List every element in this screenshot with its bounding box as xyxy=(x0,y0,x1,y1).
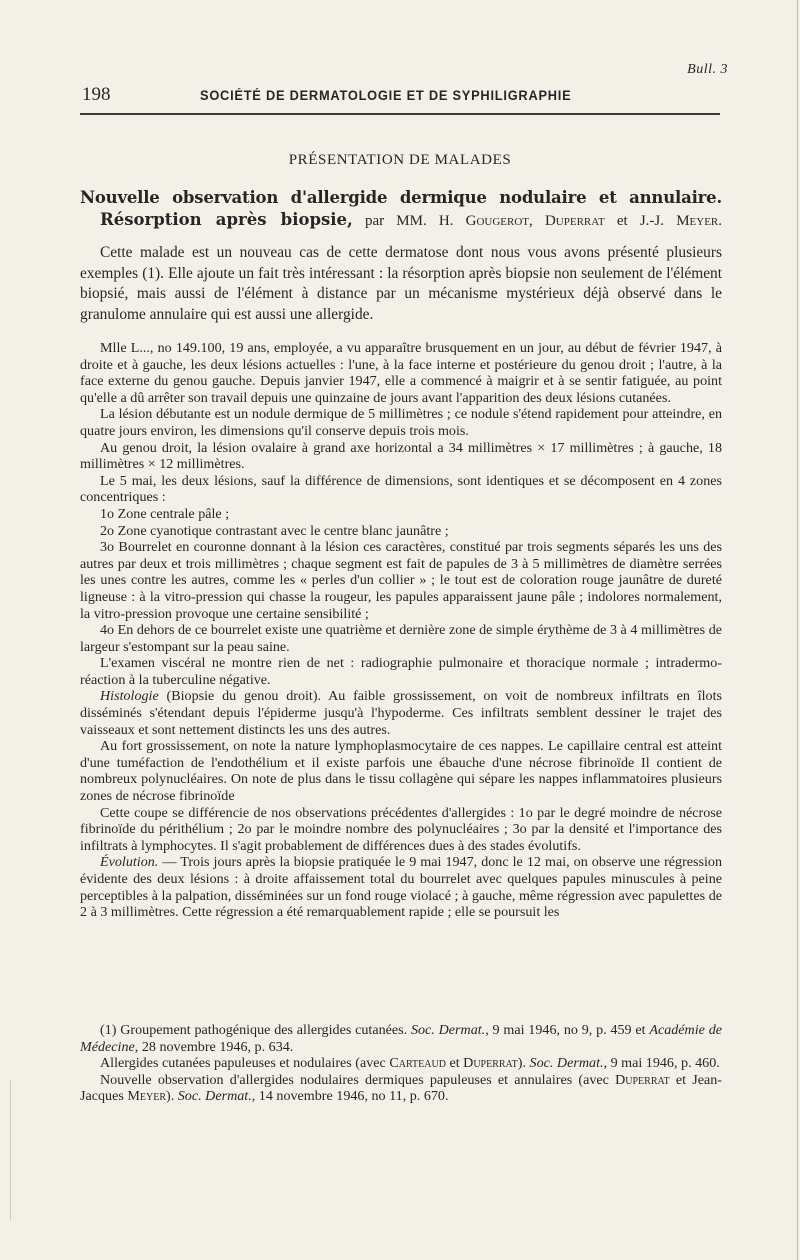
paragraph: Mlle L..., no 149.100, 19 ans, employée, a vu apparaître brusquement en un jour, au début de février 1947, à droite et à gauche, les deux lésions actuelles : l'une, à la face interne et postérieure du genou droit ; l'autre, à la face externe du genou gauche. Depuis janvier 1947, elle a commencé à maigrir et à se sentir fatiguée, au point qu'elle a dû arrêter son travail depuis une quinzaine de jours avant l'apparition des deux lésions cutanées. xyxy=(80,340,722,406)
intro-block xyxy=(80,243,722,325)
footnote-journal: Soc. Dermat. xyxy=(177,1088,252,1105)
footnote-text: ). xyxy=(517,1055,530,1072)
paragraph: 1o Zone centrale pâle ; xyxy=(100,505,230,522)
footnote-text: et Jean-Jacques xyxy=(80,1071,722,1105)
footnote xyxy=(80,1055,722,1072)
footnote-journal: Académie de Médecine xyxy=(80,1022,723,1055)
paragraph: 3o Bourrelet en couronne donnant à la lésion ces caractères, constitué par trois segments séparés les uns des autres par deux et trois millimètres ; chaque segment est fait de papules de 3 à 5 millimètres de diamètre serrées les unes contre les autres, comme les « perles d'un collier » ; le tout est de coloration rouge jaunâtre de dureté ligneuse : à la vitro-pression qui chasse la rougeur, les papules apparaissent jaune pâle ; indolores normalement, la vitro-pression provoque une certaine sensibilité ; xyxy=(80,539,722,622)
header-rule xyxy=(80,113,720,115)
footnote xyxy=(80,1072,722,1105)
paragraph: Au genou droit, la lésion ovalaire à grand axe horizontal a 34 millimètres × 17 millimètres ; à gauche, 18 millimètres × 12 millimètres. xyxy=(80,439,722,473)
running-head: SOCIÉTÉ DE DERMATOLOGIE ET DE SYPHILIGRAPHIE xyxy=(200,88,572,103)
footnote-text: (1) Groupement pathogénique des allergides cutanées. xyxy=(100,1022,411,1038)
footnote-text: et xyxy=(445,1055,464,1072)
histology-paragraph xyxy=(80,688,722,738)
footnote-text: Allergides cutanées papuleuses et nodulaires (avec xyxy=(100,1055,390,1072)
footnote-journal: Soc. Dermat. xyxy=(410,1022,486,1038)
paragraph: 2o Zone cyanotique contrastant avec le centre blanc jaunâtre ; xyxy=(100,522,449,539)
footnote-author: Carteaud xyxy=(389,1055,446,1072)
evolution-paragraph xyxy=(80,854,722,920)
title-line-1: Nouvelle observation d'allergide dermique nodulaire et annulaire. xyxy=(80,188,722,207)
title-end: . xyxy=(718,213,722,229)
author-sep: , xyxy=(529,213,545,229)
author-duperrat: Duperrat xyxy=(544,213,605,229)
author-sep: et J.-J. xyxy=(604,213,677,229)
intro-paragraph: Cette malade est un nouveau cas de cette dermatose dont nous vous avons présenté plusieurs exemples (1). Elle ajoute un fait très intéressant : la résorption après biopsie non seulement de l'élément biopsié, mais aussi de l'élément à distance par un mécanisme mystérieux déjà observé dans le granulome annulaire qui est aussi une allergide. xyxy=(80,244,722,323)
section-title: PRÉSENTATION DE MALADES xyxy=(288,152,512,168)
evolution-text: — Trois jours après la biopsie pratiquée le 9 mai 1947, donc le 12 mai, on observe une régression évidente des deux lésions : à droite affaissement total du bourrelet avec quelques papules minuscules à peine perceptibles à la palpation, disséminées sur un fond rouge violacé ; à gauche, même régression avec papulettes de 2 à 3 millimètres. Cette régression a été remarquablement rapide ; elle se poursuit les xyxy=(80,854,722,921)
paragraph: Le 5 mai, les deux lésions, sauf la différence de dimensions, sont identiques et se décomposent en 4 zones concentriques : xyxy=(80,472,722,506)
footnote-text: , 9 mai 1946, p. 460. xyxy=(603,1055,720,1072)
authors-prefix: par MM. H. xyxy=(352,213,466,229)
footnote xyxy=(80,1022,722,1055)
paragraph: L'examen viscéral ne montre rien de net : radiographie pulmonaire et thoracique normale ; intradermo-réaction à la tuberculine négative. xyxy=(80,655,722,688)
footnote-text: , 28 novembre 1946, p. 634. xyxy=(134,1038,294,1055)
paragraph: 4o En dehors de ce bourrelet existe une quatrième et dernière zone de simple érythème de 3 à 4 millimètres de largeur s'estompant sur la peau saine. xyxy=(80,622,722,655)
title-line-2 xyxy=(100,209,722,232)
footnote-text: , 9 mai 1946, no 9, p. 459 et xyxy=(485,1022,650,1038)
evolution-label: Évolution. xyxy=(100,854,159,871)
footnote-text: Nouvelle observation d'allergides nodulaires dermiques papuleuses et annulaires (avec xyxy=(100,1071,616,1088)
bulletin-label: Bull. 3 xyxy=(687,62,728,77)
case-report xyxy=(80,340,722,921)
title-bold-part: Résorption après biopsie, xyxy=(100,210,353,229)
page-edge-line xyxy=(797,0,798,1260)
paragraph: Au fort grossissement, on note la nature lymphoplasmocytaire de ces nappes. Le capillaire central est atteint d'une tuméfaction de l'endothélium et il existe parfois une ébauche d'une nécrose fibrinoïde Il contient de nombreux polynucléaires. On note de plus dans le tissu collagène qui sépare les nappes inflammatoires plusieurs zones de nécrose fibrinoïde xyxy=(80,738,722,805)
page-number: 198 xyxy=(82,84,111,105)
footnote-author: Duperrat xyxy=(615,1071,670,1088)
footnotes xyxy=(80,1022,722,1105)
paragraph: La lésion débutante est un nodule dermique de 5 millimètres ; ce nodule s'étend rapidement pour atteindre, en quatre jours environ, les dimensions qu'il conserve depuis trois mois. xyxy=(80,406,722,439)
author-meyer: Meyer xyxy=(676,213,719,229)
footnote-journal: Soc. Dermat. xyxy=(529,1055,604,1072)
footnote-text: , 14 novembre 1946, no 11, p. 670. xyxy=(251,1088,449,1105)
author-gougerot: Gougerot xyxy=(465,213,530,229)
footnote-author: Meyer xyxy=(127,1088,166,1105)
paragraph: Cette coupe se différencie de nos observations précédentes d'allergides : 1o par le degré moindre de nécrose fibrinoïde du périthélium ; 2o par le moindre nombre des polynucléaires ; 3o par la densité et l'importance des infiltrats à lymphocytes. Il s'agit probablement de différences dues à des stades évolutifs. xyxy=(80,804,722,854)
footnote-text: ). xyxy=(166,1088,178,1105)
histology-text: (Biopsie du genou droit). Au faible grossissement, on voit de nombreux infiltrats en îlots disséminés s'étendant depuis l'épiderme jusqu'à l'hypoderme. Ces infiltrats semblent dessiner le trajet des vaisseaux et sont nettement distincts les uns des autres. xyxy=(80,688,722,738)
footnote-author: Duperrat xyxy=(463,1055,518,1072)
article-title xyxy=(80,187,722,232)
histology-label: Histologie xyxy=(100,688,159,705)
margin-mark xyxy=(10,1080,11,1220)
